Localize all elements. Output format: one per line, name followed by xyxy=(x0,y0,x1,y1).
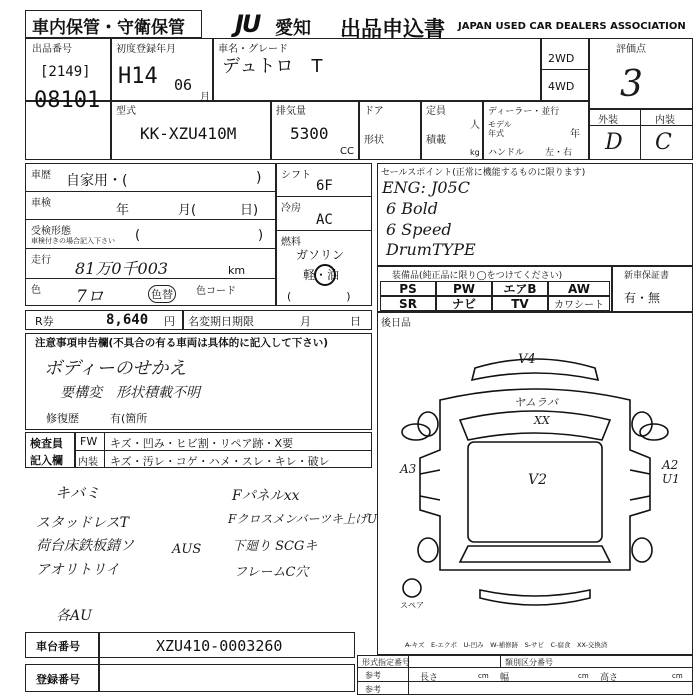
displacement-unit: CC xyxy=(340,146,354,157)
exterior-value: D xyxy=(605,130,623,155)
equip-leather: カワシート xyxy=(548,296,610,311)
displacement-label: 排気量 xyxy=(276,106,306,117)
equipment-label: 装備品(純正品に限り◯をつけてください) xyxy=(392,271,563,281)
damage-a3: A3 xyxy=(400,462,417,476)
history-close: ) xyxy=(256,170,262,186)
model-year-unit: 年 xyxy=(570,129,580,140)
handle-value: 左・右 xyxy=(545,148,573,158)
fuel-paren: ( ) xyxy=(287,290,351,303)
warranty-value: 有・無 xyxy=(624,291,661,305)
color-value: 7ロ xyxy=(76,287,104,307)
damage-v2: V2 xyxy=(528,472,548,488)
hw-note-left-4: アオリトリイ xyxy=(36,562,120,578)
repair-value: 有(箇所 xyxy=(110,412,148,425)
accept-note: 車検付きの場合記入下さい xyxy=(31,237,115,245)
accept-close: ) xyxy=(258,228,264,243)
drive-4wd: 4WD xyxy=(548,80,575,93)
registration-month-unit: 月 xyxy=(200,92,210,103)
selling-point-2: 6 Bold xyxy=(386,199,439,218)
equip-tv: TV xyxy=(492,296,548,311)
fuel-diesel-circle xyxy=(314,264,336,286)
load-unit: kg xyxy=(470,148,480,157)
org-name: 愛知 xyxy=(275,18,311,39)
interior-label: 内装 xyxy=(655,115,675,126)
inspection-year: 年 xyxy=(116,203,130,218)
fuel-gasoline: ガソリン xyxy=(296,248,345,262)
selling-points-label: セールスポイント(正常に機能するものに限ります) xyxy=(381,168,586,178)
mileage-value: 81万0千003 xyxy=(75,259,169,278)
damage-xx: XX xyxy=(534,414,550,427)
form-spec-label-2: 類別区分番号 xyxy=(505,658,553,667)
equip-navi: ナビ xyxy=(436,296,492,311)
name-change-label: 名変期日期限 xyxy=(188,315,254,328)
form-spec-length: 長さ xyxy=(420,673,439,683)
checker-fw-items: キズ・凹み・ヒビ割・リペア跡・X要 xyxy=(110,437,294,450)
notes-label: 注意事項申告欄(不具合の有る車両は具体的に記入して下さい) xyxy=(35,337,329,349)
hw-note-right-3: 下廻り SCGキ xyxy=(232,539,318,554)
form-spec-height-cm: cm xyxy=(672,672,683,680)
displacement-value: 5300 xyxy=(290,124,329,143)
ju-logo: JU xyxy=(235,10,260,38)
exterior-label: 外装 xyxy=(598,115,618,126)
fuel-label: 燃料 xyxy=(281,237,301,248)
grade-value: 3 xyxy=(620,64,643,105)
history-label: 車歴 xyxy=(31,170,51,181)
accept-label: 受検形態 xyxy=(31,226,71,237)
damage-u1: U1 xyxy=(662,472,680,486)
hw-note-right-2: Fクロスメンバーツキ上げU xyxy=(228,512,378,526)
later-date-label: 後日品 xyxy=(381,318,411,329)
equip-aw: AW xyxy=(548,281,610,296)
form-title: 出品申込書 xyxy=(340,17,445,41)
type-label: 型式 xyxy=(116,106,136,117)
hw-note-left-1: キバミ xyxy=(55,484,101,502)
checker-label-1: 検査員 xyxy=(30,437,63,450)
color-code-label: 色コード xyxy=(196,286,236,297)
hw-note-right-1: Fパネルxx xyxy=(232,488,300,504)
spare-label: スペア xyxy=(400,601,424,610)
cooling-label: 冷房 xyxy=(281,203,301,214)
notes-line-1: ボディーのせかえ xyxy=(44,358,187,379)
registration-month: 06 xyxy=(174,76,193,94)
hw-note-left-5: 各AU xyxy=(56,608,92,624)
model-name-value: デュトロ T xyxy=(222,56,323,77)
chassis-value: XZU410-0003260 xyxy=(156,637,283,655)
model-name-label: 車名・グレード xyxy=(218,44,288,55)
shape-label: 形状 xyxy=(364,135,384,146)
reg-number-label: 登録番号 xyxy=(36,673,80,686)
equip-ps: PS xyxy=(380,281,436,296)
inspection-month: 月( xyxy=(178,203,197,218)
registration-year: H14 xyxy=(118,64,158,89)
warranty-label: 新車保証書 xyxy=(624,271,670,281)
load-label: 積載 xyxy=(426,135,446,146)
form-spec-label: 形式指定番号 xyxy=(362,658,410,667)
drive-2wd: 2WD xyxy=(548,52,575,65)
checker-int-items: キズ・汚レ・コゲ・ハメ・スレ・キレ・破レ xyxy=(110,455,330,468)
history-value: 自家用・( xyxy=(66,173,128,189)
shift-label: シフト xyxy=(281,170,311,181)
notes-line-2: 要構変 形状積載不明 xyxy=(60,385,200,401)
name-change-month: 月 xyxy=(300,315,311,328)
type-value: KK-XZU410M xyxy=(140,124,237,143)
selling-point-4: DrumTYPE xyxy=(386,240,476,259)
checker-int-label: 内装 xyxy=(78,457,98,468)
storage-badge-text: 車内保管・守衛保管 xyxy=(32,18,185,38)
equip-sr: SR xyxy=(380,296,436,311)
checker-fw-label: FW xyxy=(80,435,98,448)
lot-label: 出品番号 xyxy=(32,44,72,55)
model-year-label: モデル 年式 xyxy=(488,120,512,138)
cooling-value: AC xyxy=(316,212,333,228)
damage-legend: A-キズ E-エクボ U-凹み W-補修跡 S-サビ C-腐食 XX-交換済 xyxy=(405,641,608,649)
shift-value: 6F xyxy=(316,178,333,194)
form-spec-height: 高さ xyxy=(600,673,619,683)
registration-label: 初度登録年月 xyxy=(116,44,176,55)
mileage-label: 走行 xyxy=(31,255,51,266)
equip-airbag: エアB xyxy=(492,281,548,296)
mileage-unit: km xyxy=(228,264,246,277)
hw-note-left-3: 荷台床鉄板錆ソ xyxy=(36,538,134,554)
damage-a2: A2 xyxy=(662,458,679,472)
handle-label: ハンドル xyxy=(488,148,525,158)
repair-label: 修復歴 xyxy=(46,412,79,425)
chassis-label: 車台番号 xyxy=(36,640,80,653)
selling-point-1: ENG: J05C xyxy=(382,178,470,197)
dealer-label: ディーラー・並行 xyxy=(488,107,560,117)
damage-yamura: ヤムラバ xyxy=(514,396,558,409)
form-spec-ref-2: 参考 xyxy=(365,685,381,694)
r-ticket-label: R券 xyxy=(35,315,54,328)
form-spec-length-cm: cm xyxy=(478,672,489,680)
equip-pw: PW xyxy=(436,281,492,296)
hw-note-left-extra: AUS xyxy=(172,542,202,557)
color-change-label: 色替 xyxy=(148,285,176,303)
hw-note-right-4: フレームC穴 xyxy=(234,565,309,580)
r-ticket-value: 8,640 xyxy=(106,312,149,328)
selling-point-3: 6 Speed xyxy=(386,220,452,239)
capacity-label: 定員 xyxy=(426,106,446,117)
form-spec-width-cm: cm xyxy=(578,672,589,680)
doors-label: ドア xyxy=(364,106,384,117)
lot-sub-number: [2149] xyxy=(40,64,91,80)
interior-value: C xyxy=(655,130,672,155)
form-spec-ref-1: 参考 xyxy=(365,671,381,680)
inspection-label: 車検 xyxy=(31,198,51,209)
damage-v4: V4 xyxy=(518,352,536,367)
inspection-day: 日) xyxy=(240,203,259,218)
r-ticket-unit: 円 xyxy=(164,315,175,328)
lot-number: 08101 xyxy=(34,88,101,113)
checker-label-2: 記入欄 xyxy=(30,454,63,467)
color-label: 色 xyxy=(31,285,41,296)
capacity-unit: 人 xyxy=(470,120,480,131)
hw-note-left-2: スタッドレスT xyxy=(36,515,129,531)
accept-open: ( xyxy=(135,228,141,243)
name-change-day: 日 xyxy=(350,315,361,328)
fuel-diesel: 軽・油 xyxy=(303,268,340,282)
form-spec-width: 幅 xyxy=(500,673,510,683)
grade-label: 評価点 xyxy=(616,44,646,55)
association-name: JAPAN USED CAR DEALERS ASSOCIATION xyxy=(458,21,686,32)
